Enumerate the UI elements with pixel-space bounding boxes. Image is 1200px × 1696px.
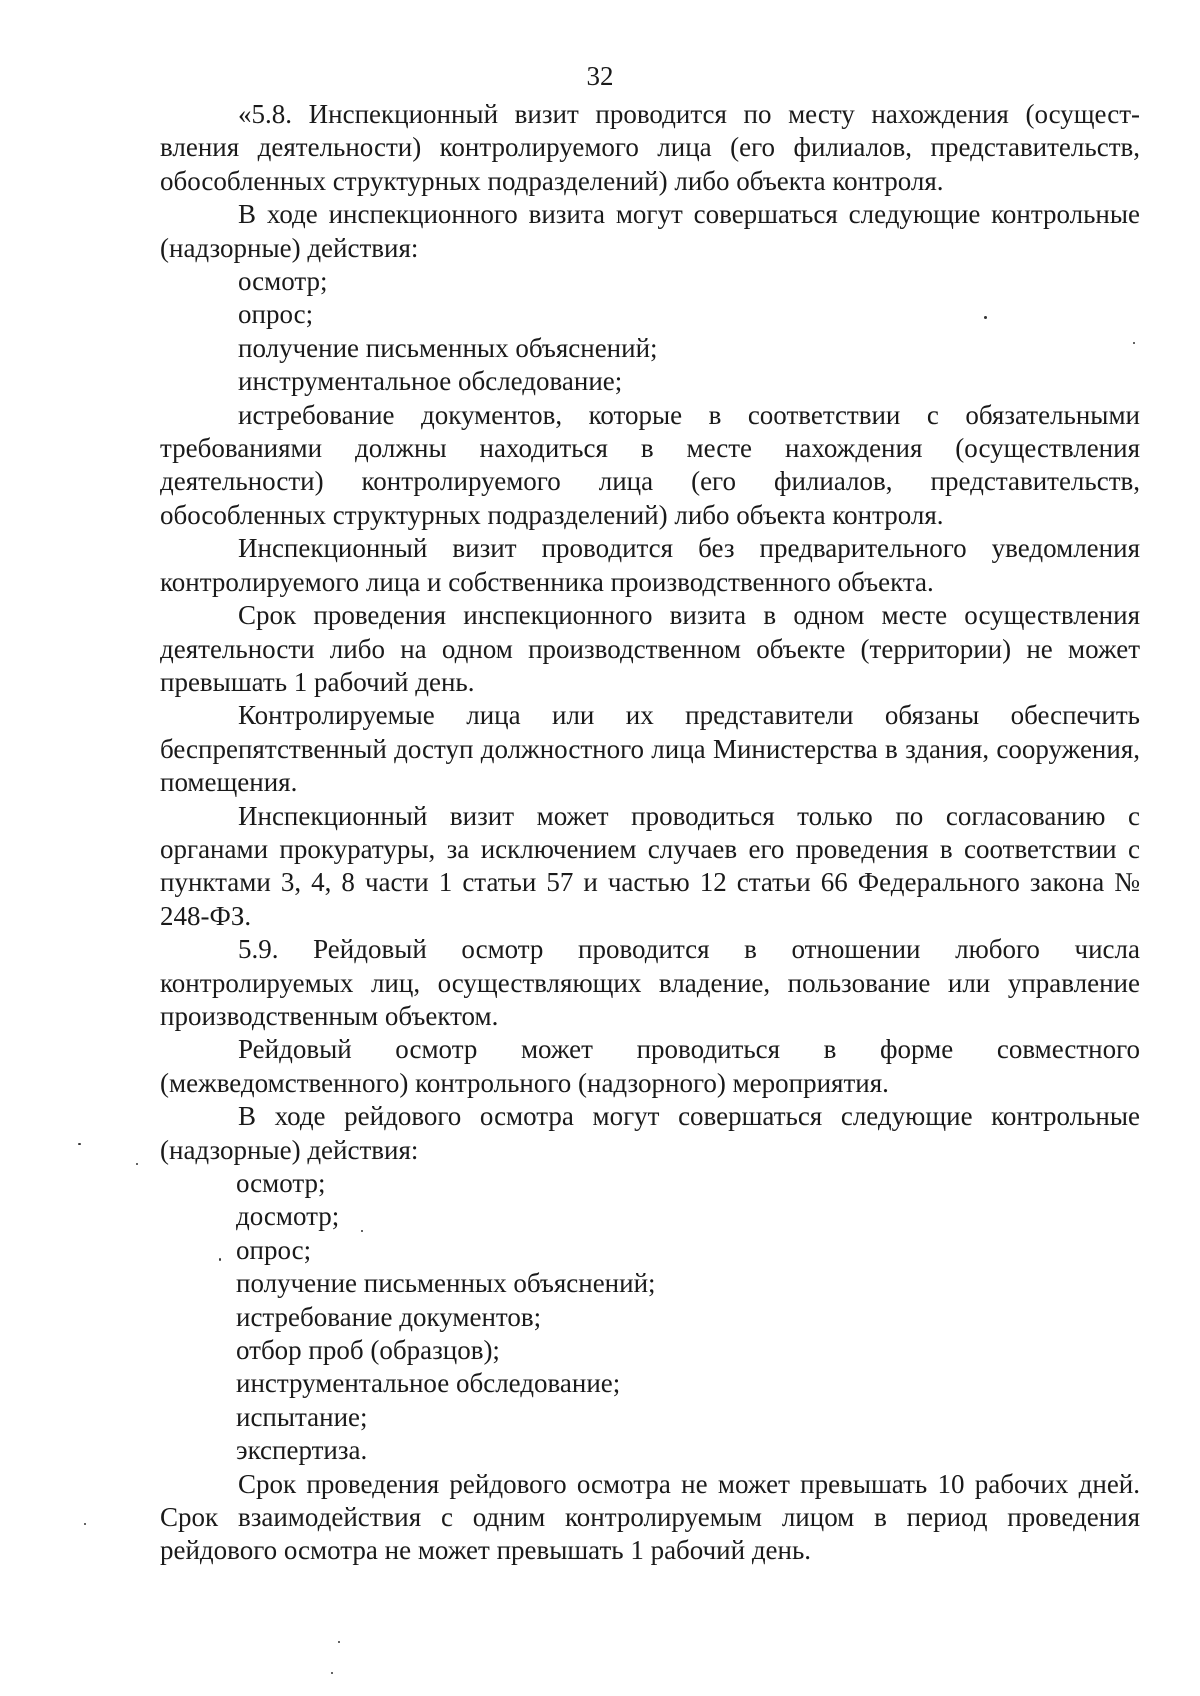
- paragraph-prosecutor-approval: Инспекционный визит может проводиться только по согласованию с органами прокуратуры, за исключением случаев его проведения в соответствии с пунктами 3, 4, 8 части 1 статьи 57 и частью 12 статьи 66 Федерального закона № 248-ФЗ.: [160, 800, 1140, 931]
- inspection-actions-list: [160, 265, 1140, 399]
- scan-speck: [136, 1163, 138, 1165]
- list-item: инструментальное обследование;: [238, 366, 623, 397]
- scan-speck: [84, 1523, 86, 1525]
- paragraph-5-8: «5.8. Инспекционный визит проводится по месту нахождения (осущест-вления деятельности) контролируемого лица (его филиалов, представительств, обособленных структурных подразделений) либо объекта контроля.: [160, 99, 1140, 196]
- list-item: досмотр;: [236, 1201, 340, 1232]
- scan-speck: [219, 1258, 221, 1261]
- page-number: 32: [586, 61, 614, 91]
- scan-speck: [331, 1672, 333, 1674]
- scan-speck: [984, 316, 987, 319]
- document-body: [160, 98, 1140, 1568]
- list-item: получение письменных объяснений;: [236, 1268, 656, 1299]
- list-item: осмотр;: [238, 266, 328, 297]
- paragraph-inspection-duration: Срок проведения инспекционного визита в одном месте осуществления деятельности либо на одном производственном объекте (территории) не может превышать 1 рабочий день.: [160, 600, 1140, 697]
- paragraph-access-obligation: Контролируемые лица или их представители обязаны обеспечить беспрепятственный доступ должностного лица Министерства в здания, сооружения, помещения.: [160, 700, 1140, 798]
- paragraph-5-9: 5.9. Рейдовый осмотр проводится в отношении любого числа контролируемых лиц, осуществляющих владение, пользование или управление производственным объектом.: [160, 934, 1140, 1031]
- scan-speck: [78, 1143, 81, 1145]
- list-item: получение письменных объяснений;: [238, 332, 658, 363]
- list-item: инструментальное обследование;: [236, 1368, 621, 1399]
- list-item: экспертиза.: [236, 1435, 368, 1466]
- scan-speck: [1133, 342, 1135, 344]
- list-item: отбор проб (образцов);: [236, 1335, 500, 1366]
- list-item: опрос;: [238, 299, 314, 330]
- scan-speck: [338, 1641, 340, 1643]
- paragraph-no-notice: Инспекционный визит проводится без предварительного уведомления контролируемого лица и собственника производственного объекта.: [160, 533, 1140, 597]
- list-item: осмотр;: [236, 1168, 326, 1198]
- scan-speck: [361, 1230, 363, 1232]
- paragraph-inspection-actions-intro: В ходе инспекционного визита могут совершаться следующие контрольные (надзорные) действия:: [160, 199, 1140, 263]
- list-item: испытание;: [236, 1401, 368, 1432]
- paragraph-joint-raid: Рейдовый осмотр может проводиться в форме совместного (межведомственного) контрольного (надзорного) мероприятия.: [160, 1034, 1140, 1098]
- list-item: истребование документов;: [236, 1301, 542, 1332]
- paragraph-raid-actions-intro: В ходе рейдового осмотра могут совершаться следующие контрольные (надзорные) действия:: [160, 1101, 1140, 1165]
- paragraph-raid-duration: Срок проведения рейдового осмотра не может превышать 10 рабочих дней. Срок взаимодействия с одним контролируемым лицом в период проведения рейдового осмотра не может превышать 1 рабочий день.: [160, 1468, 1140, 1566]
- raid-actions-list: [160, 1167, 1140, 1468]
- paragraph-document-request: истребование документов, которые в соответствии с обязательными требованиями должны находиться в месте нахождения (осуществления деятельности) контролируемого лица (его филиалов, представительств, обособленных структурных подразделений) либо объекта контроля.: [160, 399, 1140, 530]
- list-item: опрос;: [236, 1234, 312, 1265]
